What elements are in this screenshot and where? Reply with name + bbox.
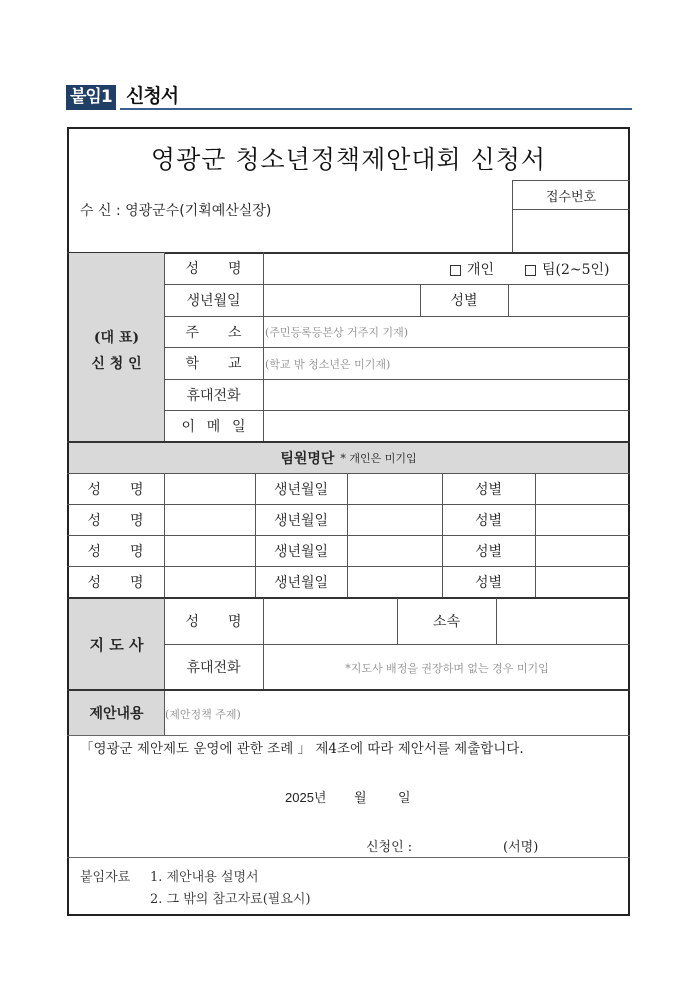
- rep-address-label: [164, 316, 263, 347]
- rep-school-field[interactable]: [264, 348, 630, 379]
- label-char: 성: [87, 575, 102, 591]
- type-option-team[interactable]: [525, 259, 610, 279]
- team-row-3-name-label: [67, 535, 164, 566]
- date-month: 월: [354, 791, 367, 806]
- label-char: 메: [206, 419, 221, 435]
- header-divider: [120, 108, 632, 110]
- team-header-note: * 개인은 미기입: [340, 452, 417, 465]
- checkbox-icon[interactable]: [525, 265, 536, 276]
- team-row-3-gender-label: 성별: [474, 543, 503, 560]
- rep-section-label-line1: (대 표): [93, 330, 140, 346]
- label-char: 명: [129, 481, 144, 498]
- label-char: 일: [231, 419, 246, 435]
- rep-birthdate-label: 생년월일: [186, 293, 241, 309]
- team-row-1-birth-label: 생년월일: [273, 481, 329, 498]
- label-char: 성: [185, 261, 200, 277]
- rep-section-label-line2: 신 청 인: [91, 356, 142, 372]
- rep-phone-label: 휴대전화: [186, 387, 241, 404]
- attachment-item: 2. 그 밖의 참고자료(필요시): [150, 892, 311, 907]
- advisor-name-label: [164, 598, 263, 644]
- label-char: 성: [87, 481, 102, 498]
- rep-name-label: [164, 252, 263, 284]
- label-char: 성: [87, 512, 102, 529]
- team-row-4-birth-field[interactable]: [348, 567, 442, 598]
- team-row-1-gender-label: 성별: [474, 481, 503, 498]
- form-title: 영광군 청소년정책제안대회 신청서: [150, 145, 547, 174]
- team-row-1-gender-field[interactable]: [536, 474, 630, 504]
- team-row-4-gender-label: 성별: [474, 575, 503, 591]
- rep-school-hint: (학교 밖 청소년은 미기재): [265, 358, 391, 371]
- team-row-3-birth-field[interactable]: [348, 536, 442, 566]
- team-row-4-name-label: [67, 566, 164, 598]
- type-option-individual[interactable]: [450, 259, 494, 279]
- page-title: 신청서: [126, 85, 179, 107]
- rep-section-label: [69, 325, 164, 377]
- rep-phone-field[interactable]: [264, 380, 630, 410]
- label-char: 학: [185, 356, 200, 372]
- rep-address-field[interactable]: [264, 317, 630, 347]
- team-row-4-name-field[interactable]: [165, 567, 255, 598]
- team-row-1-birth-field[interactable]: [348, 474, 442, 504]
- label-char: 명: [129, 543, 144, 560]
- team-row-3-birth-label: 생년월일: [273, 543, 329, 560]
- advisor-phone-label: 휴대전화: [186, 660, 241, 676]
- date-year: 2025년: [285, 790, 327, 805]
- divider: [67, 857, 630, 858]
- team-row-3-gender-field[interactable]: [536, 536, 630, 566]
- rep-gender-field[interactable]: [509, 285, 630, 316]
- divider: [512, 180, 630, 181]
- advisor-affiliation-field[interactable]: [497, 599, 630, 644]
- rep-email-field[interactable]: [264, 411, 630, 442]
- team-row-2-gender-label: 성별: [474, 512, 503, 529]
- proposal-hint: (제안정책 주제): [165, 708, 241, 721]
- team-row-2-name-field[interactable]: [165, 505, 255, 535]
- team-row-3-name-field[interactable]: [165, 536, 255, 566]
- team-row-2-gender-field[interactable]: [536, 505, 630, 535]
- attachment-item: 1. 제안내용 설명서: [150, 870, 259, 885]
- applicant-label: 신청인 :: [366, 840, 413, 855]
- receipt-number-field[interactable]: [513, 210, 629, 252]
- advisor-section-label: 지 도 사: [89, 636, 144, 654]
- label-char: 소: [227, 324, 242, 341]
- date-day: 일: [398, 791, 411, 806]
- proposal-label: 제안내용: [89, 706, 144, 722]
- label-char: 성: [87, 543, 102, 560]
- rep-gender-label: 성별: [450, 293, 478, 309]
- recipient: 수 신 : 영광군수(기획예산실장): [80, 203, 272, 219]
- rep-email-label: [164, 410, 263, 442]
- label-char: 명: [227, 261, 242, 277]
- team-row-1-name-label: [67, 473, 164, 504]
- statement-text: 「영광군 제안제도 운영에 관한 조례 」 제4조에 따라 제안서를 제출합니다.: [80, 741, 524, 757]
- label-char: 명: [227, 614, 242, 630]
- team-header-label: 팀원명단: [280, 451, 335, 467]
- proposal-field[interactable]: [165, 691, 630, 735]
- divider: [67, 735, 630, 736]
- receipt-number-label: 접수번호: [545, 190, 597, 205]
- advisor-name-field[interactable]: [264, 599, 397, 644]
- team-row-4-birth-label: 생년월일: [273, 575, 329, 591]
- label-char: 교: [227, 356, 242, 372]
- advisor-phone-field[interactable]: *지도사 배정을 권장하며 없는 경우 미기입: [345, 661, 549, 675]
- label-char: 주: [185, 324, 200, 341]
- option-label: 개인: [467, 262, 495, 278]
- signature-label: (서명): [503, 840, 539, 855]
- label-char: 명: [129, 575, 144, 591]
- rep-school-label: [164, 347, 263, 379]
- attachments-label: 붙임자료: [80, 870, 131, 885]
- rep-address-hint: (주민등록등본상 거주지 기재): [265, 326, 409, 339]
- label-char: 이: [181, 419, 196, 435]
- rep-name-field[interactable]: [264, 253, 444, 284]
- applicant-name-field[interactable]: [430, 833, 498, 853]
- label-char: 성: [185, 614, 200, 630]
- team-row-2-birth-field[interactable]: [348, 505, 442, 535]
- team-row-1-name-field[interactable]: [165, 474, 255, 504]
- team-row-4-gender-field[interactable]: [536, 567, 630, 598]
- team-header: [69, 443, 628, 473]
- attachment-badge: 붙임1: [66, 85, 116, 110]
- rep-birthdate-field[interactable]: [264, 285, 420, 316]
- label-char: 명: [129, 512, 144, 529]
- team-row-2-name-label: [67, 504, 164, 535]
- advisor-affiliation-label: 소속: [432, 614, 461, 630]
- team-row-2-birth-label: 생년월일: [273, 512, 329, 529]
- checkbox-icon[interactable]: [450, 265, 461, 276]
- option-label: 팀(2~5인): [542, 262, 610, 278]
